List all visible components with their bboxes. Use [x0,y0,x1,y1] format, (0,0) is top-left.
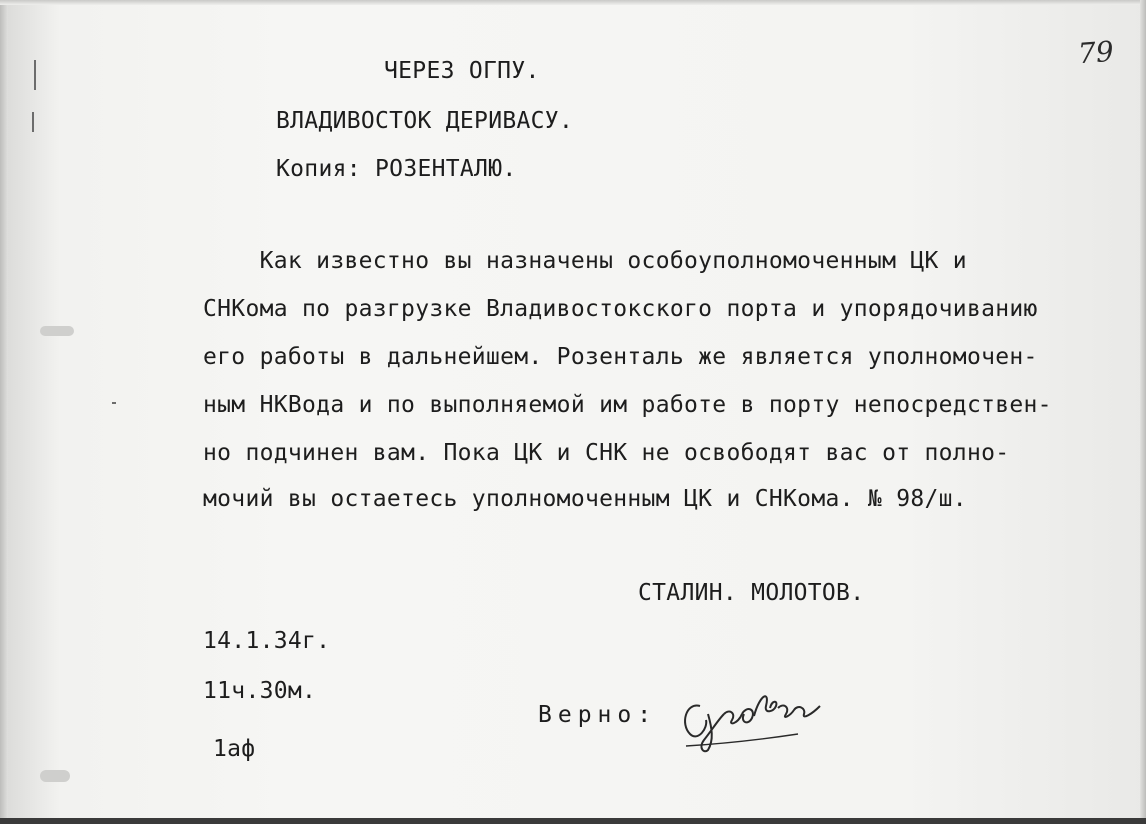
page-left-edge [0,0,8,824]
page-right-edge [1140,0,1146,824]
punch-mark [40,326,74,336]
margin-mark [34,60,36,90]
routing-line: ЧЕРЕЗ ОГПУ. [384,58,540,84]
certification-label: Верно: [538,702,658,728]
body-line: ным НКВода и по выполняемой им работе в порту непосредствен- [203,392,1052,418]
margin-mark [32,112,34,132]
signatories: СТАЛИН. МОЛОТОВ. [638,580,865,606]
body-line: Как известно вы назначены особоуполномоченным ЦК и [203,248,967,274]
page-top-edge [0,0,1146,5]
margin-mark [112,402,116,404]
handwritten-signature [678,684,830,756]
addressee-line: ВЛАДИВОСТОК ДЕРИВАСУ. [276,108,574,134]
time: 11ч.30м. [203,678,317,704]
body-line: мочий вы остаетесь уполномоченным ЦК и СНКома. № 98/ш. [203,486,967,512]
body-line: его работы в дальнейшем. Розенталь же является уполномочен- [203,344,1038,370]
copies-note: 1аф [213,736,256,762]
body-line: но подчинен вам. Пока ЦК и СНК не освободят вас от полно- [203,440,1010,466]
page-bottom-edge [0,818,1146,824]
body-line: СНКома по разгрузке Владивостокского порта и упорядочиванию [203,296,1038,322]
date: 14.1.34г. [203,628,331,654]
copy-line: Копия: РОЗЕНТАЛЮ. [276,156,517,182]
punch-mark [40,770,70,782]
folio-number: 79 [1076,34,1115,71]
